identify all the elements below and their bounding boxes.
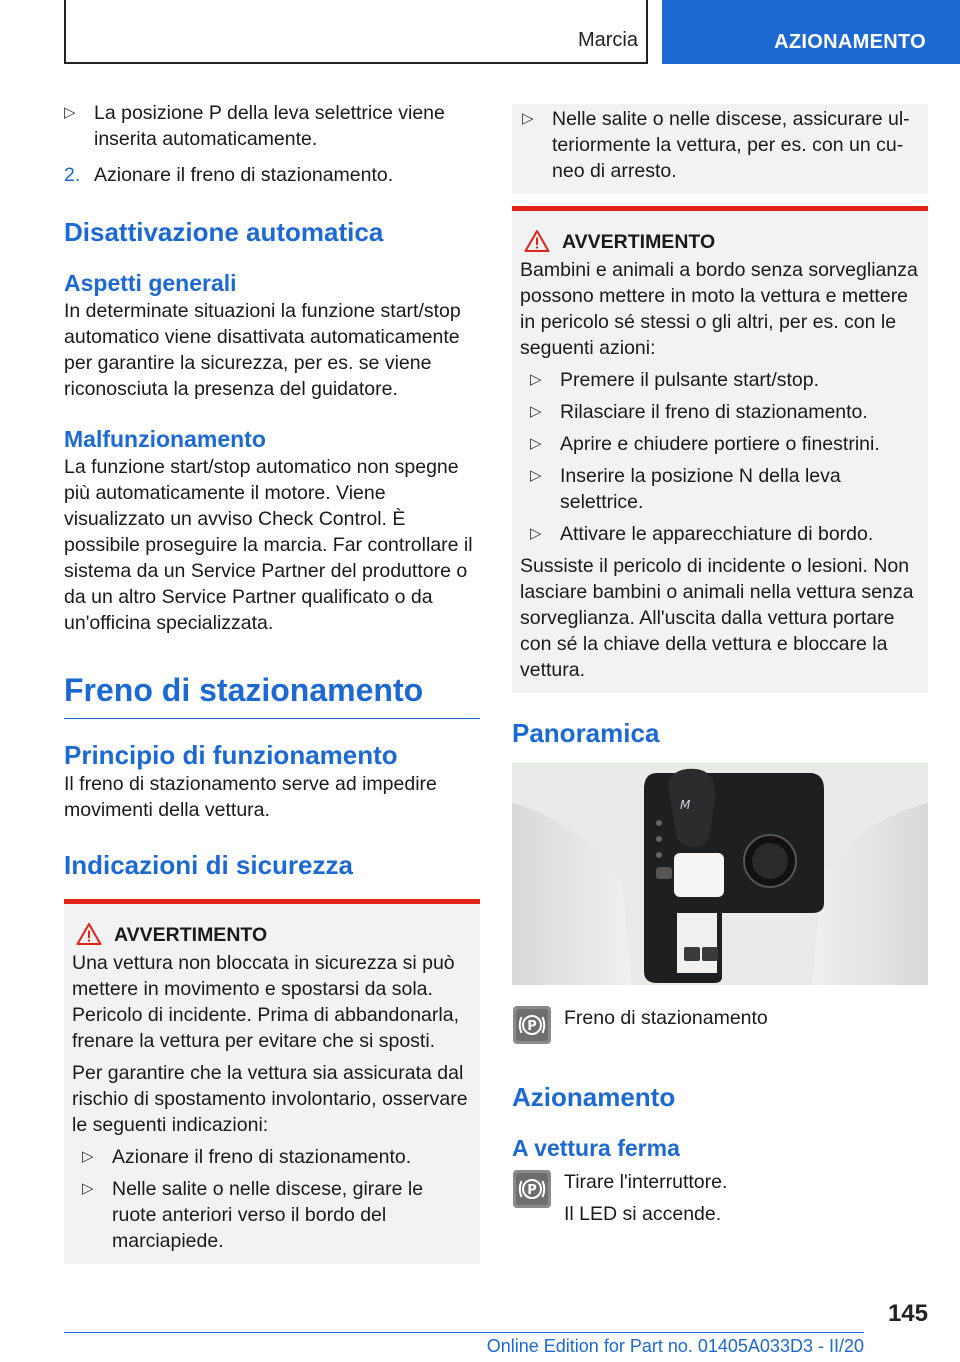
svg-text:P: P [527, 1183, 537, 1198]
list-item: ▷ Inserire la posizione N della leva selettrice. [530, 465, 841, 513]
list-item: ▷ La posizione P della leva selettrice viene inserita automaticamente. [64, 102, 445, 150]
heading-aspetti-generali: Aspetti generali [64, 270, 237, 296]
list-item: ▷ Nelle salite o nelle discese, assicurare ulteriormente la vettura, per es. con un cuneo di arresto. [522, 108, 910, 182]
heading-freno-stazionamento: Freno di stazionamento [64, 672, 424, 708]
triangle-bullet-icon: ▷ [530, 403, 542, 420]
heading-indicazioni-sicurezza: Indicazioni di sicurezza [64, 850, 353, 880]
heading-malfunzionamento: Malfunzionamento [64, 426, 266, 452]
header-chapter-tab [662, 0, 960, 64]
paragraph-principio: Il freno di stazionamento serve ad impedire movimenti della vettura. [64, 773, 437, 821]
parking-brake-icon [512, 1005, 552, 1045]
heading-principio: Principio di funzionamento [64, 740, 398, 770]
warning-box [512, 206, 928, 693]
header-section-label: Marcia [577, 29, 638, 51]
warning-triangle-icon [524, 229, 550, 253]
warning-title: AVVERTIMENTO [522, 229, 920, 255]
page-number: 145 [887, 1300, 928, 1327]
warning-paragraph: Una vettura non bloccata in sicurezza si può mettere in movimento e spostarsi da sola. Pericolo di incidente. Prima di abbandonarla, frenare la vettura per evitare che si sposti. [72, 952, 459, 1052]
triangle-bullet-icon: ▷ [530, 371, 542, 388]
header-chapter-label: AZIONAMENTO [774, 31, 926, 53]
warning-paragraph: Bambini e animali a bordo senza sorveglianza possono mettere in moto la vettura e mettere in pericolo sé stessi o gli altri, per es. con le seguenti azioni: [520, 259, 918, 359]
triangle-bullet-icon: ▷ [522, 110, 534, 127]
warning-paragraph: Sussiste il pericolo di incidente o lesioni. Non lasciare bambini o animali nella vettura senza sorveglianza. All'uscita dalla vettura portare con sé la chiave della vettura e bloccare la vettura. [520, 555, 914, 681]
list-item: ▷ Nelle salite o nelle discese, girare le ruote anteriori verso il bordo del marciapiede. [82, 1178, 424, 1252]
triangle-bullet-icon: ▷ [530, 467, 542, 484]
warning-triangle-icon [76, 922, 102, 946]
paragraph-aspetti: In determinate situazioni la funzione start/stop automatico viene disattivata automaticamente per garantire la sicurezza, per es. se viene riconosciuta la presenza del guidatore. [64, 300, 461, 400]
heading-vettura-ferma: A vettura ferma [512, 1135, 680, 1161]
warning-title: AVVERTIMENTO [74, 922, 472, 948]
triangle-bullet-icon: ▷ [530, 435, 542, 452]
heading-disattivazione: Disattivazione automatica [64, 217, 384, 247]
list-item: ▷ Premere il pulsante start/stop. [530, 369, 820, 391]
footer-edition: Online Edition for Part no. 01405A033D3 - II/20 [486, 1336, 864, 1356]
icon-caption-row [512, 1005, 928, 1053]
list-item: ▷ Azionare il freno di stazionamento. [82, 1146, 412, 1168]
triangle-bullet-icon: ▷ [82, 1180, 94, 1197]
svg-text:M: M [680, 798, 691, 812]
icon-caption: Freno di stazionamento [564, 1007, 768, 1029]
footer-rule [64, 1332, 864, 1333]
right-column [512, 104, 928, 1227]
triangle-bullet-icon: ▷ [530, 525, 542, 542]
triangle-bullet-icon: ▷ [64, 104, 76, 121]
header-section-tab [64, 0, 648, 64]
paragraph-malfunzionamento: La funzione start/stop automatico non spegne più automaticamente il motore. Viene visualizzato un avviso Check Control. È possibile proseguire la marcia. Far controllare il sistema da un Service Partner del produttore o da un altro Service Partner qualificato o da un'officina specializzata. [64, 456, 473, 634]
icon-action-row [512, 1169, 928, 1227]
list-item: ▷ Rilasciare il freno di stazionamento. [530, 401, 868, 423]
left-column [64, 100, 480, 1264]
svg-text:P: P [527, 1019, 537, 1034]
parking-brake-icon [512, 1169, 552, 1209]
heading-panoramica: Panoramica [512, 718, 660, 748]
center-console-photo [512, 763, 928, 985]
continued-bullet-box [512, 104, 928, 194]
list-item: ▷ Attivare le apparecchiature di bordo. [530, 523, 874, 545]
warning-box [64, 899, 480, 1264]
step-number: 2. [64, 164, 81, 186]
action-result-text: Il LED si accende. [564, 1203, 722, 1225]
action-text: Tirare l'interruttore. [564, 1171, 728, 1193]
numbered-step: 2. Azionare il freno di stazionamento. [64, 164, 394, 186]
heading-rule [64, 718, 480, 719]
heading-azionamento: Azionamento [512, 1082, 676, 1112]
list-item: ▷ Aprire e chiudere portiere o finestrini. [530, 433, 880, 455]
warning-list [520, 367, 920, 547]
warning-paragraph: Per garantire che la vettura sia assicurata dal rischio di spostamento involontario, osservare le seguenti indicazioni: [72, 1062, 468, 1136]
triangle-bullet-icon: ▷ [82, 1148, 94, 1165]
